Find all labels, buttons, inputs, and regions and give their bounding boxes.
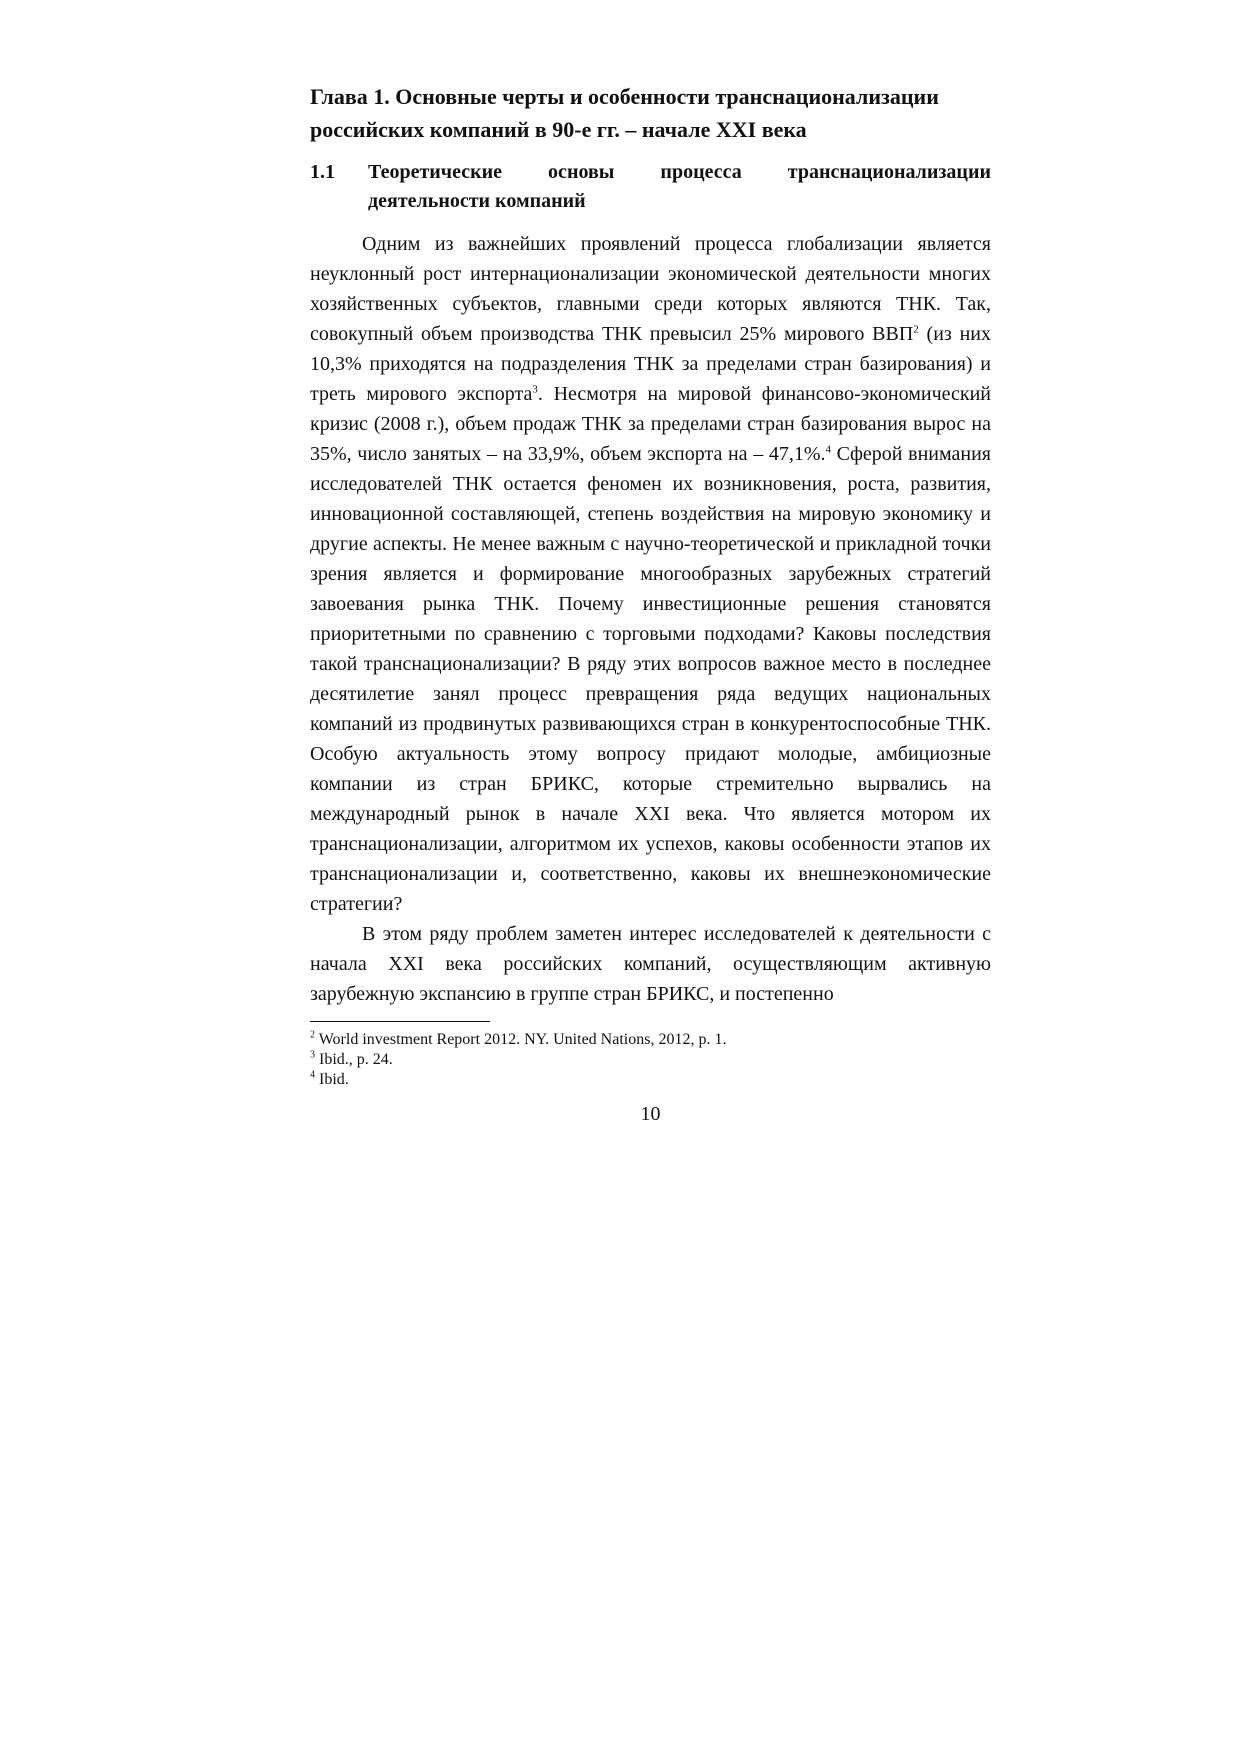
paragraph-1-text-c: . Несмотря на мировой финансово-экономический кризис (2008 г.), объем продаж ТНК за пределами стран базирования вырос на 35%, число занятых – на 33,9%, объем экспорта на – 47,1%. (310, 383, 991, 465)
paragraph-1-text-d: Сферой внимания исследователей ТНК остается феномен их возникновения, роста, развития, инновационной составляющей, степень воздействия на мировую экономику и другие аспекты. Не менее важным с научно-теоретической и прикладной точки зрения является и формирование многообразных зарубежных стратегий завоевания рынка ТНК. Почему инвестиционные решения становятся приоритетными по сравнению с торговыми подходами? Каковы последствия такой транснационализации? В ряду этих вопросов важное место в последнее десятилетие занял процесс превращения ряда ведущих национальных компаний из продвинутых развивающихся стран в конкурентоспособные ТНК. Особую актуальность этому вопросу придают молодые, амбициозные компании из стран БРИКС, которые стремительно вырвались на международный рынок в начале XXI века. Что является мотором их транснационализации, алгоритмом их успехов, каковы особенности этапов их транснационализации и, соответственно, каковы их внешнеэкономические стратегии? (310, 443, 991, 915)
section-title (368, 158, 991, 216)
footnote-item (310, 1050, 991, 1070)
body-paragraph-2: В этом ряду проблем заметен интерес исследователей к деятельности с начала XXI века российских компаний, осуществляющим активную зарубежную экспансию в группе стран БРИКС, и постепенно (310, 923, 991, 1005)
paragraph-1-text-a: Одним из важнейших проявлений процесса глобализации является неуклонный рост интернационализации экономической деятельности многих хозяйственных субъектов, главными среди которых являются ТНК. Так, совокупный объем производства ТНК превысил 25% мирового ВВП (310, 233, 991, 345)
section-number: 1.1 (310, 161, 335, 183)
body-paragraph-1 (310, 229, 991, 919)
footnote-item (310, 1030, 991, 1050)
footnote-ref-4[interactable]: 4 (825, 443, 831, 456)
chapter-title: Глава 1. Основные черты и особенности транснационализации российских компаний в 90-е гг. – начале XXI века (310, 84, 939, 142)
footnote-ref-2[interactable]: 2 (913, 323, 919, 336)
footnote-marker: 4 (310, 1069, 315, 1081)
page-number: 10 (640, 1103, 661, 1125)
footnote-marker: 2 (310, 1029, 315, 1041)
footnote-item (310, 1070, 991, 1090)
paragraph-1-text-b: (из них 10,3% приходятся на подразделения ТНК за пределами стран базирования) и треть мирового экспорта (310, 323, 992, 405)
footnote-text: World investment Report 2012. NY. United Nations, 2012, p. 1. (318, 1031, 727, 1048)
footnote-marker: 3 (310, 1049, 315, 1061)
section-title-line-2: деятельности компаний (368, 190, 586, 212)
document-page (310, 80, 991, 1126)
footnote-text: Ibid., p. 24. (319, 1051, 393, 1068)
section-title-line-1: Теоретические основы процесса транснационализации (368, 161, 991, 183)
footnote-text: Ibid. (319, 1071, 349, 1088)
footnote-separator (310, 1021, 490, 1022)
section-heading (310, 158, 991, 216)
footnote-ref-3[interactable]: 3 (532, 383, 538, 396)
